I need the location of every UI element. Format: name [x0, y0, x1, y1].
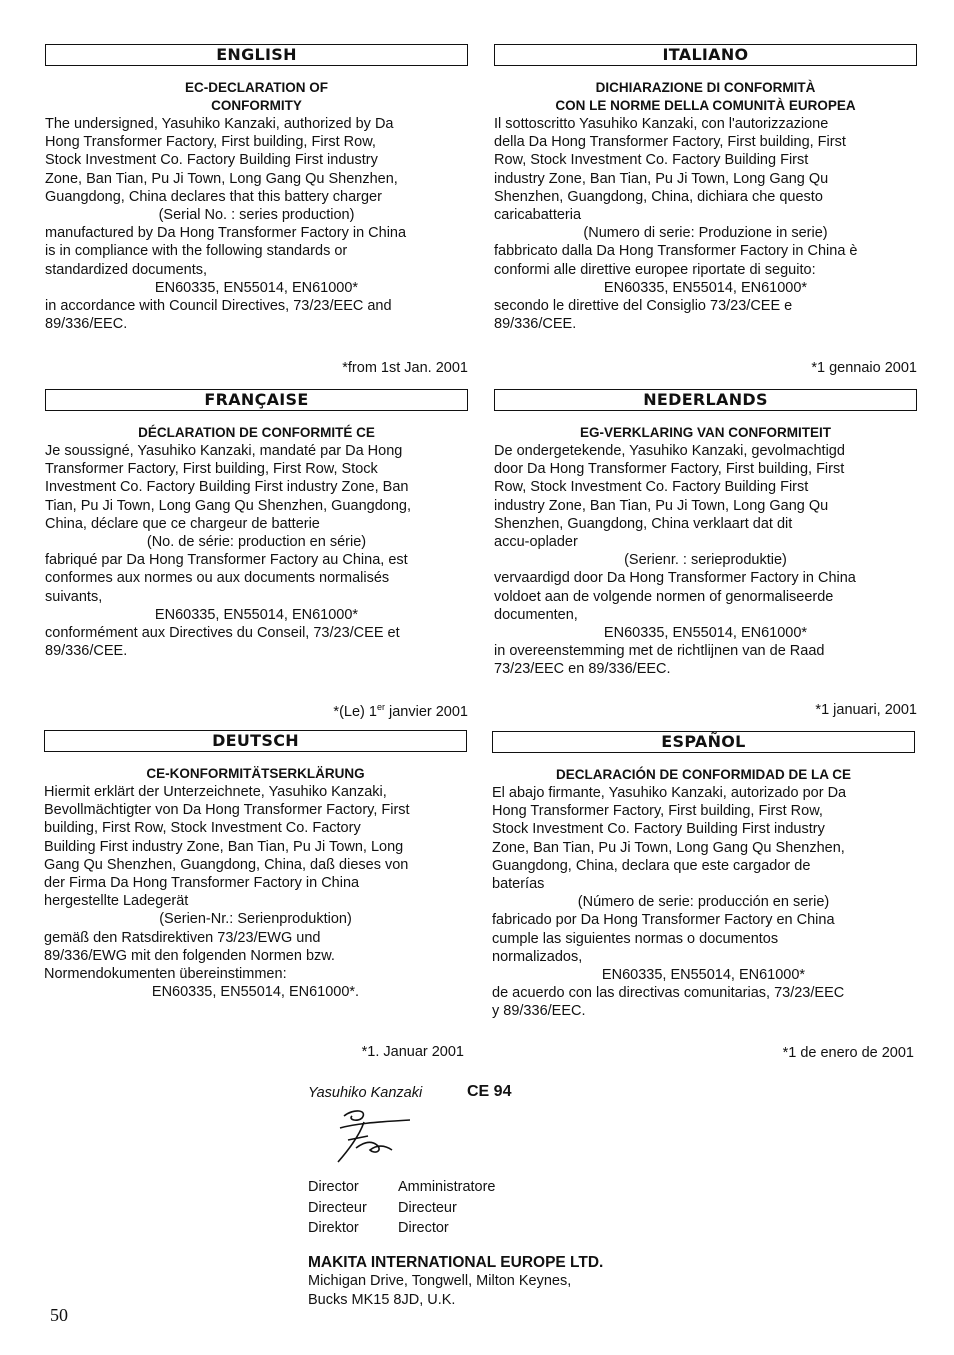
- serial-line: (Numero di serie: Produzione in serie): [583, 225, 828, 242]
- section-header: NEDERLANDS: [494, 389, 917, 411]
- date-francaise: *(Le) 1er janvier 2001: [333, 702, 468, 720]
- section-nederlands: [494, 389, 917, 679]
- section-italiano: [494, 44, 917, 333]
- section-title: CE-KONFORMITÄTSERKLÄRUNG: [146, 766, 365, 781]
- standards-line: EN60335, EN55014, EN61000*: [603, 279, 808, 296]
- section-title: DICHIARAZIONE DI CONFORMITÀ CON LE NORME DELLA COMUNITÀ EUROPEA: [555, 80, 856, 113]
- section-header: DEUTSCH: [44, 730, 467, 752]
- section-title: DECLARACIÓN DE CONFORMIDAD DE LA CE: [556, 767, 851, 782]
- standards-line: EN60335, EN55014, EN61000*: [154, 606, 359, 623]
- section-header: ESPAÑOL: [492, 731, 915, 753]
- roles-left: Director Directeur Direktor: [308, 1179, 367, 1236]
- date-nederlands: *1 januari, 2001: [815, 702, 917, 718]
- signatory-name: Yasuhiko Kanzaki: [308, 1085, 423, 1101]
- declaration-text: Il sottoscritto Yasuhiko Kanzaki, con l'autorizzazione della Da Hong Transformer Factory, First building, First Row, Stock Investment Co. Factory Building First industry Zone, Ban Tian, Pu Ji Town, Long Gang Qu Shenzhen, Guangdong, China, dichiara che questo caricabatteria (Numero di serie: Produzione in serie) fabbricato dalla Da Hong Transformer Factory in China è conformi alle direttive europee riportate di seguito: EN60335, EN55014, EN61000* secondo le direttive del Consiglio 73/23/CEE e 89/336/CEE.: [494, 115, 917, 333]
- page-number: 50: [50, 1305, 68, 1325]
- signature-image: [334, 1106, 414, 1168]
- date-italiano: *1 gennaio 2001: [811, 360, 917, 376]
- declaration-text: Je soussigné, Yasuhiko Kanzaki, mandaté par Da Hong Transformer Factory, First building, First Row, Stock Investment Co. Factory Building First industry Zone, Ban Tian, Pu Ji Town, Long Gang Qu Shenzhen, Guangdong, China, déclare que ce chargeur de batterie (No. de série: production en série) fabriqué par Da Hong Transformer Factory au China, est conformes aux normes ou aux documents normalisés suivants, EN60335, EN55014, EN61000* conformément aux Directives du Conseil, 73/23/CEE et 89/336/CEE.: [45, 442, 468, 660]
- date-english: *from 1st Jan. 2001: [342, 360, 468, 376]
- section-header: ENGLISH: [45, 44, 468, 66]
- date-deutsch: *1. Januar 2001: [361, 1044, 464, 1060]
- standards-line: EN60335, EN55014, EN61000*: [603, 625, 808, 642]
- section-title: EC-DECLARATION OF CONFORMITY: [185, 80, 328, 113]
- serial-line: (Serial No. : series production): [158, 207, 355, 224]
- date-espanol: *1 de enero de 2001: [782, 1045, 914, 1061]
- serial-line: (No. de série: production en série): [146, 534, 367, 551]
- company-name: MAKITA INTERNATIONAL EUROPE LTD.: [308, 1254, 604, 1271]
- section-english: [45, 44, 468, 333]
- declaration-text: De ondergetekende, Yasuhiko Kanzaki, gevolmachtigd door Da Hong Transformer Factory, First building, First Row, Stock Investment Co. Factory Building First industry Zone, Ban Tian, Pu Ji Town, Long Gang Qu Shenzhen, Guangdong, China verklaart dat dit accu-oplader (Serienr. : serieproduktie) vervaardigd door Da Hong Transformer Factory in China voldoet aan de volgende normen of genormaliseerde documenten, EN60335, EN55014, EN61000* in overeenstemming met de richtlijnen van de Raad 73/23/EEC en 89/336/EEC.: [494, 442, 917, 679]
- standards-line: EN60335, EN55014, EN61000*: [154, 279, 359, 296]
- serial-line: (Número de serie: producción en serie): [577, 894, 830, 911]
- declaration-text: El abajo firmante, Yasuhiko Kanzaki, autorizado por Da Hong Transformer Factory, First building, First Row, Stock Investment Co. Factory Building First industry Zone, Ban Tian, Pu Ji Town, Long Gang Qu Shenzhen, Guangdong, China, declara que este cargador de baterías (Número de serie: producción en serie) fabricado por Da Hong Transformer Factory en China cumple las siguientes normas o documentos normalizados, EN60335, EN55014, EN61000* de acuerdo con las directivas comunitarias, 73/23/EEC y 89/336/EEC.: [492, 784, 915, 1021]
- serial-line: (Serienr. : serieproduktie): [624, 552, 787, 569]
- section-title: DÉCLARATION DE CONFORMITÉ CE: [138, 425, 375, 440]
- serial-line: (Serien-Nr.: Serienproduktion): [159, 911, 352, 928]
- section-espanol: [492, 731, 915, 1021]
- standards-line: EN60335, EN55014, EN61000*: [601, 967, 806, 984]
- section-header: ITALIANO: [494, 44, 917, 66]
- ce-mark: CE 94: [467, 1083, 512, 1100]
- section-deutsch: [44, 730, 467, 1001]
- section-title: EG-VERKLARING VAN CONFORMITEIT: [580, 425, 831, 440]
- section-header: FRANÇAISE: [45, 389, 468, 411]
- declaration-text: The undersigned, Yasuhiko Kanzaki, authorized by Da Hong Transformer Factory, First building, First Row, Stock Investment Co. Factory Building First industry Zone, Ban Tian, Pu Ji Town, Long Gang Qu Shenzhen, Guangdong, China declares that this battery charger (Serial No. : series production) manufactured by Da Hong Transformer Factory in China is in compliance with the following standards or standardized documents, EN60335, EN55014, EN61000* in accordance with Council Directives, 73/23/EEC and 89/336/EEC.: [45, 115, 468, 333]
- company-address: Michigan Drive, Tongwell, Milton Keynes, Bucks MK15 8JD, U.K.: [308, 1273, 572, 1308]
- section-francaise: [45, 389, 468, 660]
- declaration-text: Hiermit erklärt der Unterzeichnete, Yasuhiko Kanzaki, Bevollmächtigter von Da Hong Transformer Factory, First building, First Row, Stock Investment Co. Factory Building First industry Zone, Ban Tian, Pu Ji Town, Long Gang Qu Shenzhen, Guangdong, China, daß dieses von der Firma Da Hong Transformer Factory in China hergestellte Ladegerät (Serien-Nr.: Serienproduktion) gemäß den Ratsdirektiven 73/23/EWG und 89/336/EWG mit den folgenden Normen bzw. Normendokumenten übereinstimmen: EN60335, EN55014, EN61000*.: [44, 783, 467, 1001]
- standards-line: EN60335, EN55014, EN61000*.: [151, 984, 360, 1001]
- roles-right: Amministratore Directeur Director: [398, 1179, 496, 1236]
